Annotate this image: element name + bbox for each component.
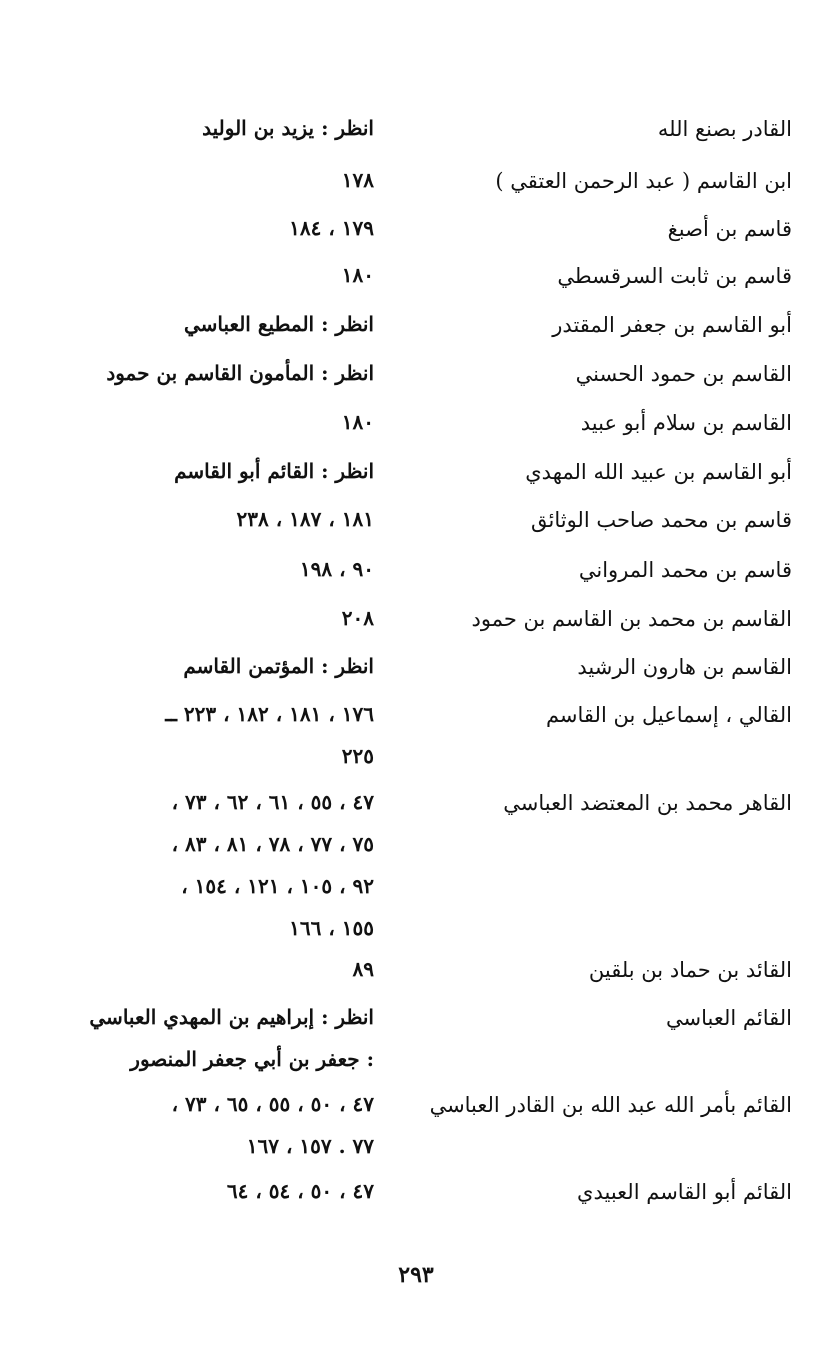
entry-refs: [32, 1083, 374, 1167]
ref-line: انظر : إبراهيم بن المهدي العباسي: [89, 1005, 374, 1029]
entry-refs: [32, 159, 374, 201]
entry-name: القاسم بن حمود الحسني: [575, 362, 792, 386]
entry-refs: [32, 450, 374, 492]
entry-refs: [32, 498, 374, 540]
ref-line: ٧٧ . ١٥٧ ، ١٦٧: [246, 1134, 374, 1158]
entry-refs: [32, 996, 374, 1080]
ref-line: : جعفر بن أبي جعفر المنصور: [130, 1047, 374, 1071]
entry-refs: [32, 948, 374, 990]
entry-name: القاسم بن محمد بن القاسم بن حمود: [471, 607, 792, 631]
entry-name: أبو القاسم بن جعفر المقتدر: [552, 313, 792, 337]
entry-name: القادر بصنع الله: [657, 117, 792, 141]
entry-refs: [32, 107, 374, 149]
entry-name: القائم بأمر الله عبد الله بن القادر العباسي: [429, 1093, 792, 1117]
entry-name: قاسم بن ثابت السرقسطي: [557, 264, 792, 288]
entry-refs: [32, 401, 374, 443]
entry-name: قاسم بن محمد صاحب الوثائق: [530, 508, 792, 532]
page-number: ٢٩٣: [398, 1262, 434, 1288]
ref-line: ٤٧ ، ٥٠ ، ٥٥ ، ٦٥ ، ٧٣ ،: [171, 1092, 374, 1116]
entry-name: قاسم بن أصبغ: [667, 217, 792, 241]
ref-line: ٧٥ ، ٧٧ ، ٧٨ ، ٨١ ، ٨٣ ،: [171, 832, 374, 856]
ref-line: انظر : المطيع العباسي: [184, 312, 374, 336]
entry-refs: [32, 352, 374, 394]
entry-name: أبو القاسم بن عبيد الله المهدي: [525, 460, 792, 484]
entry-refs: [32, 1170, 374, 1212]
entry-name: القاسم بن سلام أبو عبيد: [580, 411, 792, 435]
entry-refs: [32, 645, 374, 687]
ref-line: انظر : القائم أبو القاسم: [174, 459, 374, 483]
entry-name: القائم أبو القاسم العبيدي: [577, 1180, 792, 1204]
entry-refs: [32, 693, 374, 777]
ref-line: ١٨٠: [341, 263, 374, 287]
entry-name: القاسم بن هارون الرشيد: [577, 655, 792, 679]
entry-refs: [32, 597, 374, 639]
ref-line: ١٧٨: [341, 168, 374, 192]
entry-name: القالي ، إسماعيل بن القاسم: [545, 703, 792, 727]
ref-line: ١٨١ ، ١٨٧ ، ٢٣٨: [236, 507, 374, 531]
entry-name: القاهر محمد بن المعتضد العباسي: [503, 791, 792, 815]
ref-line: ٩٠ ، ١٩٨: [299, 557, 374, 581]
entry-name: قاسم بن محمد المرواني: [578, 558, 792, 582]
entry-refs: [32, 207, 374, 249]
ref-line: ٤٧ ، ٥٥ ، ٦١ ، ٦٢ ، ٧٣ ،: [171, 790, 374, 814]
entry-name: القائد بن حماد بن بلقين: [588, 958, 792, 982]
ref-line: ٩٢ ، ١٠٥ ، ١٢١ ، ١٥٤ ،: [181, 874, 374, 898]
ref-line: ١٥٥ ، ١٦٦: [289, 916, 374, 940]
entry-name: ابن القاسم ( عبد الرحمن العتقي ): [495, 169, 792, 193]
entry-refs: [32, 781, 374, 949]
ref-line: ٨٩: [352, 957, 374, 981]
ref-line: ١٨٠: [341, 410, 374, 434]
ref-line: ٤٧ ، ٥٠ ، ٥٤ ، ٦٤: [226, 1179, 374, 1203]
entry-refs: [32, 303, 374, 345]
ref-line: ٢٢٥: [341, 744, 374, 768]
ref-line: انظر : المؤتمن القاسم: [183, 654, 374, 678]
ref-line: ١٧٩ ، ١٨٤: [289, 216, 374, 240]
ref-line: انظر : يزيد بن الوليد: [202, 116, 374, 140]
ref-line: ١٧٦ ، ١٨١ ، ١٨٢ ، ٢٢٣ ــ: [165, 702, 374, 726]
entry-name: القائم العباسي: [666, 1006, 792, 1030]
ref-line: انظر : المأمون القاسم بن حمود: [106, 361, 374, 385]
ref-line: ٢٠٨: [341, 606, 374, 630]
entry-refs: [32, 548, 374, 590]
entry-refs: [32, 254, 374, 296]
